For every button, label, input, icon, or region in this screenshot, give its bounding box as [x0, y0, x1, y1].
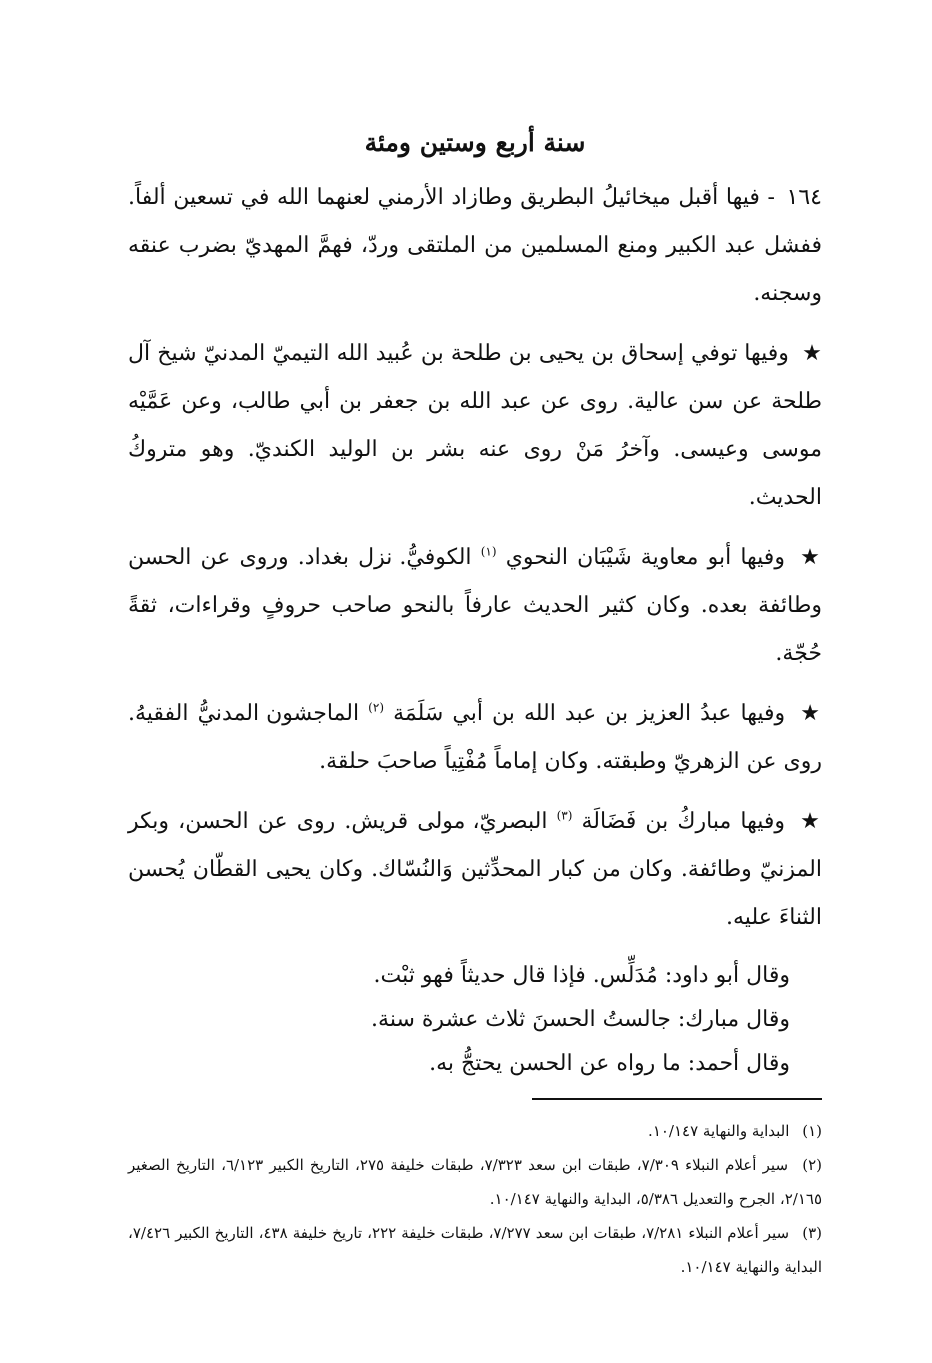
entry-text: وفيها عبدُ العزيز بن عبد الله بن أبي سَلَمَة: [393, 701, 786, 726]
entry-paragraph-mubarak: [128, 798, 822, 942]
quote-line: وقال أبو داود: مُدَلِّس. فإذا قال حديثاً فهو ثبْت.: [373, 963, 790, 988]
entry-text: وفيها مباركُ بن فَضَالَة: [581, 809, 786, 834]
footnote-text: سير أعلام النبلاء ٧/٢٨١، طبقات ابن سعد ٧/٢٧٧، طبقات خليفة ٢٢٢، تاريخ خليفة ٤٣٨، التاريخ الكبير ٧/٤٢٦، البداية والنهاية ١٠/١٤٧.: [128, 1224, 822, 1276]
footnote-divider: [532, 1098, 822, 1100]
footnote-mark: (٢): [802, 1156, 822, 1174]
footnote-ref: (١): [480, 544, 497, 559]
entry-paragraph-ishaq: [128, 330, 822, 522]
footnote-ref: (٢): [368, 700, 384, 715]
book-page: [128, 118, 822, 1284]
footnote-text: البداية والنهاية ١٠/١٤٧.: [648, 1122, 790, 1140]
entry-number: ١٦٤: [786, 185, 822, 210]
entry-text: - فيها أقبل ميخائيلُ البطريق وطازاد الأرمني لعنهما الله في تسعين ألفاً. ففشل عبد الكبير ومنع المسلمين من الملتقى وردّ، فهمَّ المهديّ بضرب عنقه وسجنه.: [128, 185, 822, 306]
section-title: سنة أربع وستين ومئة: [364, 128, 586, 157]
entry-text: وفيها أبو معاوية شَيْبَان النحوي: [505, 545, 785, 570]
entry-paragraph-shayban: [128, 534, 822, 678]
entry-paragraph-164: [128, 174, 822, 318]
star-icon: ★: [800, 809, 822, 834]
entry-text: البصريّ، مولى قريش. روى عن الحسن، وبكر المزنيّ وطائفة. وكان من كبار المحدِّثين وَالنُسّاك. وكان يحيى القطّان يُحسن الثناءَ عليه.: [128, 809, 822, 930]
entry-text: الكوفيُّ. نزل بغداد. وروى عن الحسن وطائفة بعده. وكان كثير الحديث عارفاً بالنحو صاحب حروفٍ وقراءات، ثقةً حُجّة.: [128, 545, 822, 666]
footnote-3: [128, 1216, 822, 1284]
star-icon: ★: [800, 545, 822, 570]
footnote-1: [128, 1114, 822, 1148]
quote-line: وقال أحمد: ما رواه عن الحسن يحتجُّ به.: [429, 1051, 790, 1076]
footnote-2: [128, 1148, 822, 1216]
star-icon: ★: [802, 341, 822, 366]
footnote-mark: (٣): [802, 1224, 822, 1242]
quotes-block: [128, 954, 790, 1086]
star-icon: ★: [800, 701, 823, 726]
footnote-ref: (٣): [556, 808, 573, 823]
quote-line: وقال مبارك: جالستُ الحسنَ ثلاث عشرة سنة.: [371, 1007, 790, 1032]
entry-paragraph-abdulaziz: [128, 690, 822, 786]
footnote-mark: (١): [802, 1122, 822, 1140]
footnote-text: سير أعلام النبلاء ٧/٣٠٩، طبقات ابن سعد ٧/٣٢٣، طبقات خليفة ٢٧٥، التاريخ الكبير ٦/١٢٣، التاريخ الصغير ٢/١٦٥، الجرح والتعديل ٥/٣٨٦، البداية والنهاية ١٠/١٤٧.: [128, 1156, 822, 1208]
entry-text: وفيها توفي إسحاق بن يحيى بن طلحة بن عُبيد الله التيميّ المدنيّ شيخ آل طلحة عن سن عالية. روى عن عبد الله بن جعفر بن أبي طالب، وعن عَمَّيْه موسى وعيسى. وآخرُ مَنْ روى عنه بشر بن الوليد الكنديّ. وهو متروكُ الحديث.: [128, 341, 822, 510]
entry-text: الماجشون المدنيُّ الفقيهُ. روى عن الزهريّ وطبقته. وكان إماماً مُفْتِياً صاحبَ حلقة.: [128, 701, 822, 774]
